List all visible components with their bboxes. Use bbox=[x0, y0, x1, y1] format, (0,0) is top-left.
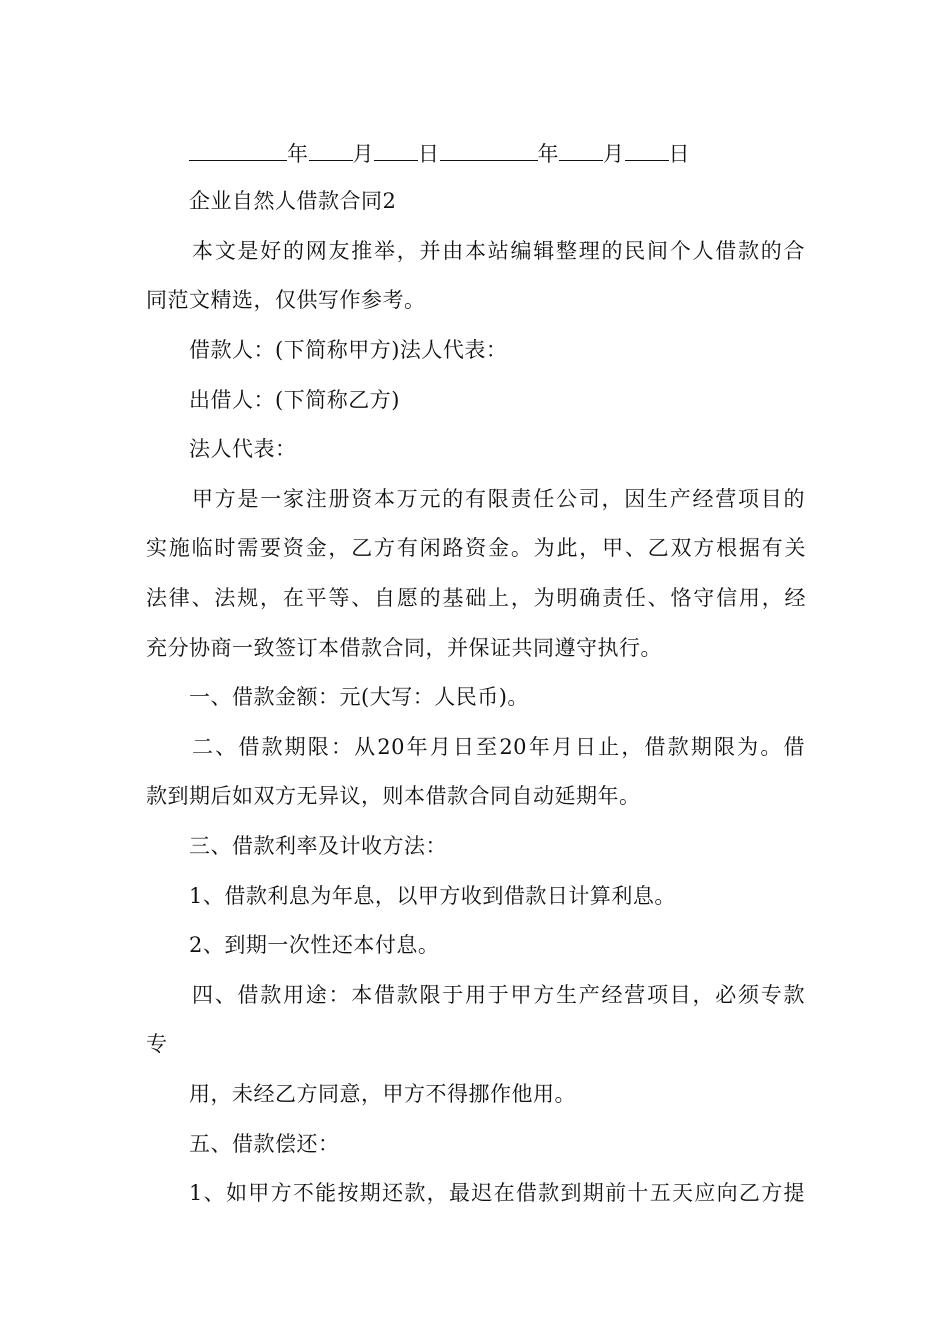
body-line: 四、借款用途：本借款限于用于甲方生产经营项目，必须专款 bbox=[192, 983, 805, 1007]
body-line: 一、借款金额：元(大写：人民币)。 bbox=[189, 685, 529, 709]
year-label: 年 bbox=[537, 142, 559, 166]
body-line: 实施临时需要资金，乙方有闲路资金。为此，甲、乙双方根据有关 bbox=[146, 536, 806, 560]
body-line: 三、借款利率及计收方法： bbox=[189, 834, 447, 858]
body-line: 本文是好的网友推举，并由本站编辑整理的民间个人借款的合 bbox=[192, 239, 805, 263]
body-line: 同范文精选，仅供写作参考。 bbox=[146, 288, 426, 312]
blank-underline bbox=[625, 138, 669, 161]
body-line: 出借人：(下简称乙方) bbox=[189, 388, 400, 412]
body-line: 法人代表： bbox=[189, 437, 297, 461]
body-line: 款到期后如双方无异议，则本借款合同自动延期年。 bbox=[146, 784, 641, 808]
month-label: 月 bbox=[603, 142, 625, 166]
blank-underline bbox=[189, 138, 287, 161]
body-line: 二、借款期限：从20年月日至20年月日止，借款期限为。借 bbox=[192, 735, 805, 759]
body-line: 甲方是一家注册资本万元的有限责任公司，因生产经营项目的 bbox=[192, 487, 805, 511]
document-title: 企业自然人借款合同2 bbox=[189, 189, 397, 213]
blank-underline bbox=[309, 138, 353, 161]
year-label: 年 bbox=[287, 142, 309, 166]
body-line: 专 bbox=[146, 1032, 168, 1056]
blank-underline bbox=[559, 138, 603, 161]
body-line: 充分协商一致签订本借款合同，并保证共同遵守执行。 bbox=[146, 636, 662, 660]
date-line bbox=[189, 138, 690, 168]
day-label: 日 bbox=[418, 142, 440, 166]
body-line: 法律、法规，在平等、自愿的基础上，为明确责任、恪守信用，经 bbox=[146, 586, 806, 610]
blank-underline bbox=[374, 138, 418, 161]
body-line: 1、借款利息为年息，以甲方收到借款日计算利息。 bbox=[189, 884, 676, 908]
body-line: 1、如甲方不能按期还款，最迟在借款到期前十五天应向乙方提 bbox=[189, 1181, 805, 1205]
month-label: 月 bbox=[352, 142, 374, 166]
day-label: 日 bbox=[668, 142, 690, 166]
body-line: 2、到期一次性还本付息。 bbox=[189, 933, 440, 957]
body-line: 用，未经乙方同意，甲方不得挪作他用。 bbox=[189, 1082, 576, 1106]
body-line: 五、借款偿还： bbox=[189, 1132, 340, 1156]
blank-underline bbox=[440, 138, 538, 161]
body-line: 借款人：(下简称甲方)法人代表： bbox=[189, 338, 508, 362]
